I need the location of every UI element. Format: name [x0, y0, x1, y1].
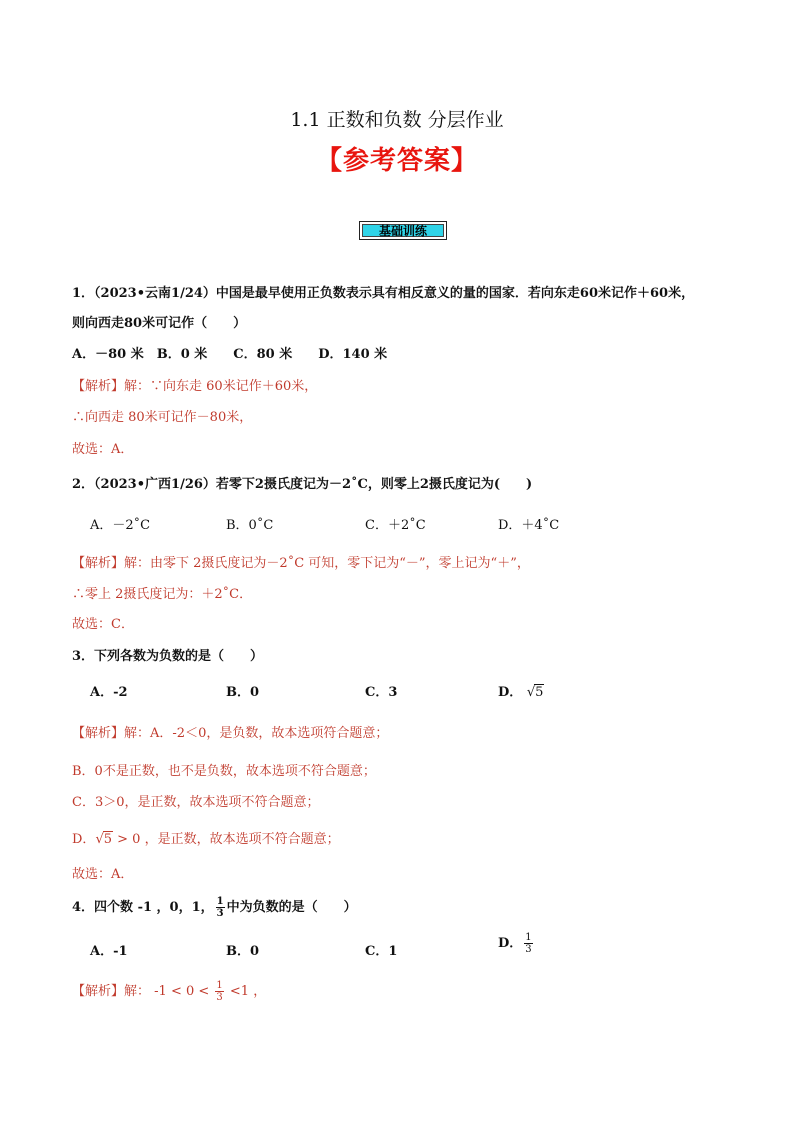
fraction-one-third	[215, 980, 223, 1003]
fraction-denominator: 3	[216, 992, 223, 1003]
question-3-analysis-line1	[72, 722, 388, 741]
section-label-box	[359, 221, 447, 240]
stem-text: 4．四个数 -1 ，0，1，	[72, 900, 214, 915]
question-1-analysis-line1	[72, 375, 317, 394]
sqrt-expression: √5	[526, 685, 544, 700]
question-2-option-a: A．－2˚C	[90, 518, 151, 533]
question-4-option-a: A．-1	[90, 944, 128, 959]
question-3-stem: 3．下列各数为负数的是（ ）	[72, 649, 264, 664]
question-1-options: A．－80 米 B．0 米 C．80 米 D．140 米	[72, 347, 388, 362]
question-3-analysis-line4	[72, 828, 340, 847]
question-4-option-b: B．0	[226, 944, 260, 959]
question-2-option-d: D．＋4˚C	[498, 518, 560, 533]
question-2-analysis-line3: 故选：C．	[72, 617, 134, 632]
analysis-tag: 【解析】	[72, 379, 125, 394]
page-title: 1.1 正数和负数 分层作业	[290, 109, 504, 131]
section-label: 基础训练	[378, 224, 427, 238]
question-2-option-b: B．0˚C	[226, 518, 274, 533]
fraction-numerator: 1	[525, 932, 532, 943]
fraction-numerator: 1	[216, 980, 223, 991]
answer-key-heading: 【参考答案】	[315, 146, 478, 176]
fraction-one-third	[524, 932, 532, 955]
analysis-text: <1 ，	[225, 984, 267, 999]
question-3-analysis-line2: B．0不是正数，也不是负数，故本选项不符合题意；	[72, 764, 376, 779]
analysis-text: 解：由零下 2摄氏度记为－2˚C 可知，零下记为“－”，零上记为“＋”，	[124, 556, 530, 571]
sqrt-expression: √5	[95, 832, 113, 847]
sqrt-radicand: 5	[535, 685, 544, 700]
stem-text: 中为负数的是（ ）	[226, 900, 357, 915]
section-label-highlight	[362, 224, 444, 237]
question-3-option-d	[498, 681, 544, 700]
question-4-stem	[72, 896, 357, 919]
question-2-analysis-line2: ∴零上 2摄氏度记为：＋2˚C．	[72, 587, 253, 602]
question-4-analysis-line1	[72, 980, 266, 1003]
analysis-text: 解：∵向东走 60米记作＋60米，	[124, 379, 318, 394]
question-2-option-c: C．＋2˚C	[365, 518, 426, 533]
question-2-stem: 2．（2023•广西1/26）若零下2摄氏度记为－2˚C，则零上2摄氏度记为( )	[72, 477, 533, 492]
analysis-text: 解：A．-2＜0，是负数，故本选项符合题意；	[124, 726, 389, 741]
question-4-option-d	[498, 932, 535, 955]
analysis-tag: 【解析】	[72, 556, 125, 571]
fraction-one-third	[216, 896, 225, 919]
sqrt-radicand: 5	[103, 832, 113, 847]
analysis-text: 解： -1 < 0 <	[124, 984, 214, 999]
question-3-option-c: C．3	[365, 685, 398, 700]
question-1-stem-line2: 则向西走80米可记作（ ）	[72, 316, 247, 331]
analysis-text: > 0 ，是正数，故本选项不符合题意；	[113, 832, 340, 847]
question-3-option-b: B．0	[226, 685, 260, 700]
analysis-tag: 【解析】	[72, 726, 125, 741]
option-label: D．	[498, 685, 523, 700]
fraction-numerator: 1	[216, 896, 224, 907]
question-3-analysis-line5: 故选：A．	[72, 867, 134, 882]
analysis-tag: 【解析】	[72, 984, 125, 999]
question-1-stem-line1: 1．（2023•云南1/24）中国是最早使用正负数表示具有相反意义的量的国家．若向东走60米记作＋60米，	[72, 286, 695, 301]
question-1-analysis-line2: ∴向西走 80米可记作－80米，	[72, 410, 253, 425]
question-2-analysis-line1	[72, 552, 530, 571]
option-label: D．	[498, 936, 523, 951]
question-3-analysis-line3: C．3＞0，是正数，故本选项不符合题意；	[72, 795, 320, 810]
question-3-option-a: A．-2	[90, 685, 128, 700]
question-1-analysis-line3: 故选：A．	[72, 442, 134, 457]
option-label: D．	[72, 832, 96, 847]
fraction-denominator: 3	[216, 908, 224, 919]
fraction-denominator: 3	[525, 944, 532, 955]
question-4-option-c: C．1	[365, 944, 398, 959]
